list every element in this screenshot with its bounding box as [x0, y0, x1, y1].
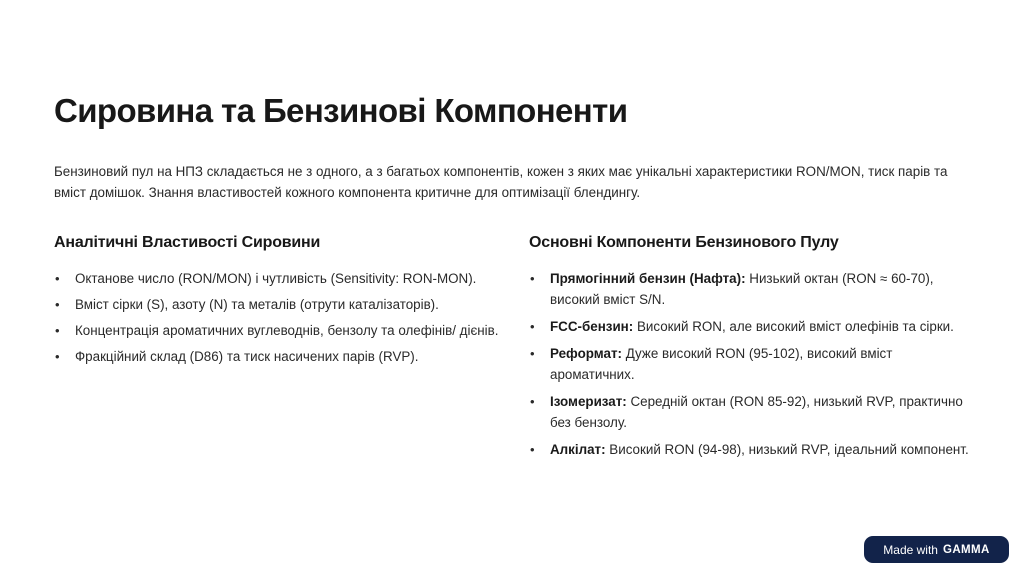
slide-title: Сировина та Бензинові Компоненти — [54, 92, 628, 129]
list-item — [54, 346, 499, 367]
list-item — [529, 268, 974, 310]
bullet-icon: • — [530, 346, 535, 361]
left-column — [54, 232, 499, 372]
bullet-icon: • — [530, 394, 535, 409]
list-item-text: Вміст сірки (S), азоту (N) та металів (отрути каталізаторів). — [75, 297, 439, 312]
bullet-icon: • — [55, 297, 60, 312]
component-description: Дуже високий RON (95-102), високий вміст ароматичних. — [550, 346, 893, 382]
bullet-icon: • — [530, 319, 535, 334]
component-label: FCC-бензин: — [550, 319, 637, 334]
bullet-icon: • — [55, 271, 60, 286]
list-item-text: Фракційний склад (D86) та тиск насичених парів (RVP). — [75, 349, 419, 364]
component-description: Низький октан (RON ≈ 60-70), високий вміст S/N. — [550, 271, 934, 307]
list-item — [54, 320, 499, 341]
right-bullet-list — [529, 268, 974, 460]
left-column-heading: Аналітичні Властивості Сировини — [54, 234, 321, 251]
list-item — [54, 268, 499, 289]
component-label: Прямогінний бензин (Нафта): — [550, 271, 750, 286]
bullet-icon: • — [55, 349, 60, 364]
bullet-icon: • — [530, 442, 535, 457]
right-column-heading: Основні Компоненти Бензинового Пулу — [529, 234, 839, 251]
list-item-text: Октанове число (RON/MON) і чутливість (Sensitivity: RON-MON). — [75, 271, 477, 286]
component-label: Реформат: — [550, 346, 626, 361]
list-item — [54, 294, 499, 315]
left-bullet-list — [54, 268, 499, 367]
right-column — [529, 232, 974, 466]
gamma-logo: GAMMA — [942, 543, 990, 556]
made-with-gamma-badge[interactable] — [864, 536, 1009, 563]
component-description: Високий RON, але високий вміст олефінів та сірки. — [636, 319, 954, 334]
component-description: Середній октан (RON 85-92), низький RVP, практично без бензолу. — [550, 394, 963, 430]
bullet-icon: • — [55, 323, 60, 338]
intro-paragraph: Бензиновий пул на НПЗ складається не з одного, а з багатьох компонентів, кожен з яких має унікальні характеристики RON/MON, тиск парів та вміст домішок. Знання властивостей кожного компонента критичне для оптимізації блендингу. — [54, 164, 948, 200]
component-description: Високий RON (94-98), низький RVP, ідеальний компонент. — [609, 442, 969, 457]
badge-prefix: Made with — [883, 542, 938, 557]
list-item — [529, 343, 974, 385]
list-item — [529, 391, 974, 433]
list-item — [529, 439, 974, 460]
component-label: Алкілат: — [550, 442, 610, 457]
bullet-icon: • — [530, 271, 535, 286]
list-item-text: Концентрація ароматичних вуглеводнів, бензолу та олефінів/ дієнів. — [75, 323, 499, 338]
list-item — [529, 316, 974, 337]
component-label: Ізомеризат: — [550, 394, 631, 409]
